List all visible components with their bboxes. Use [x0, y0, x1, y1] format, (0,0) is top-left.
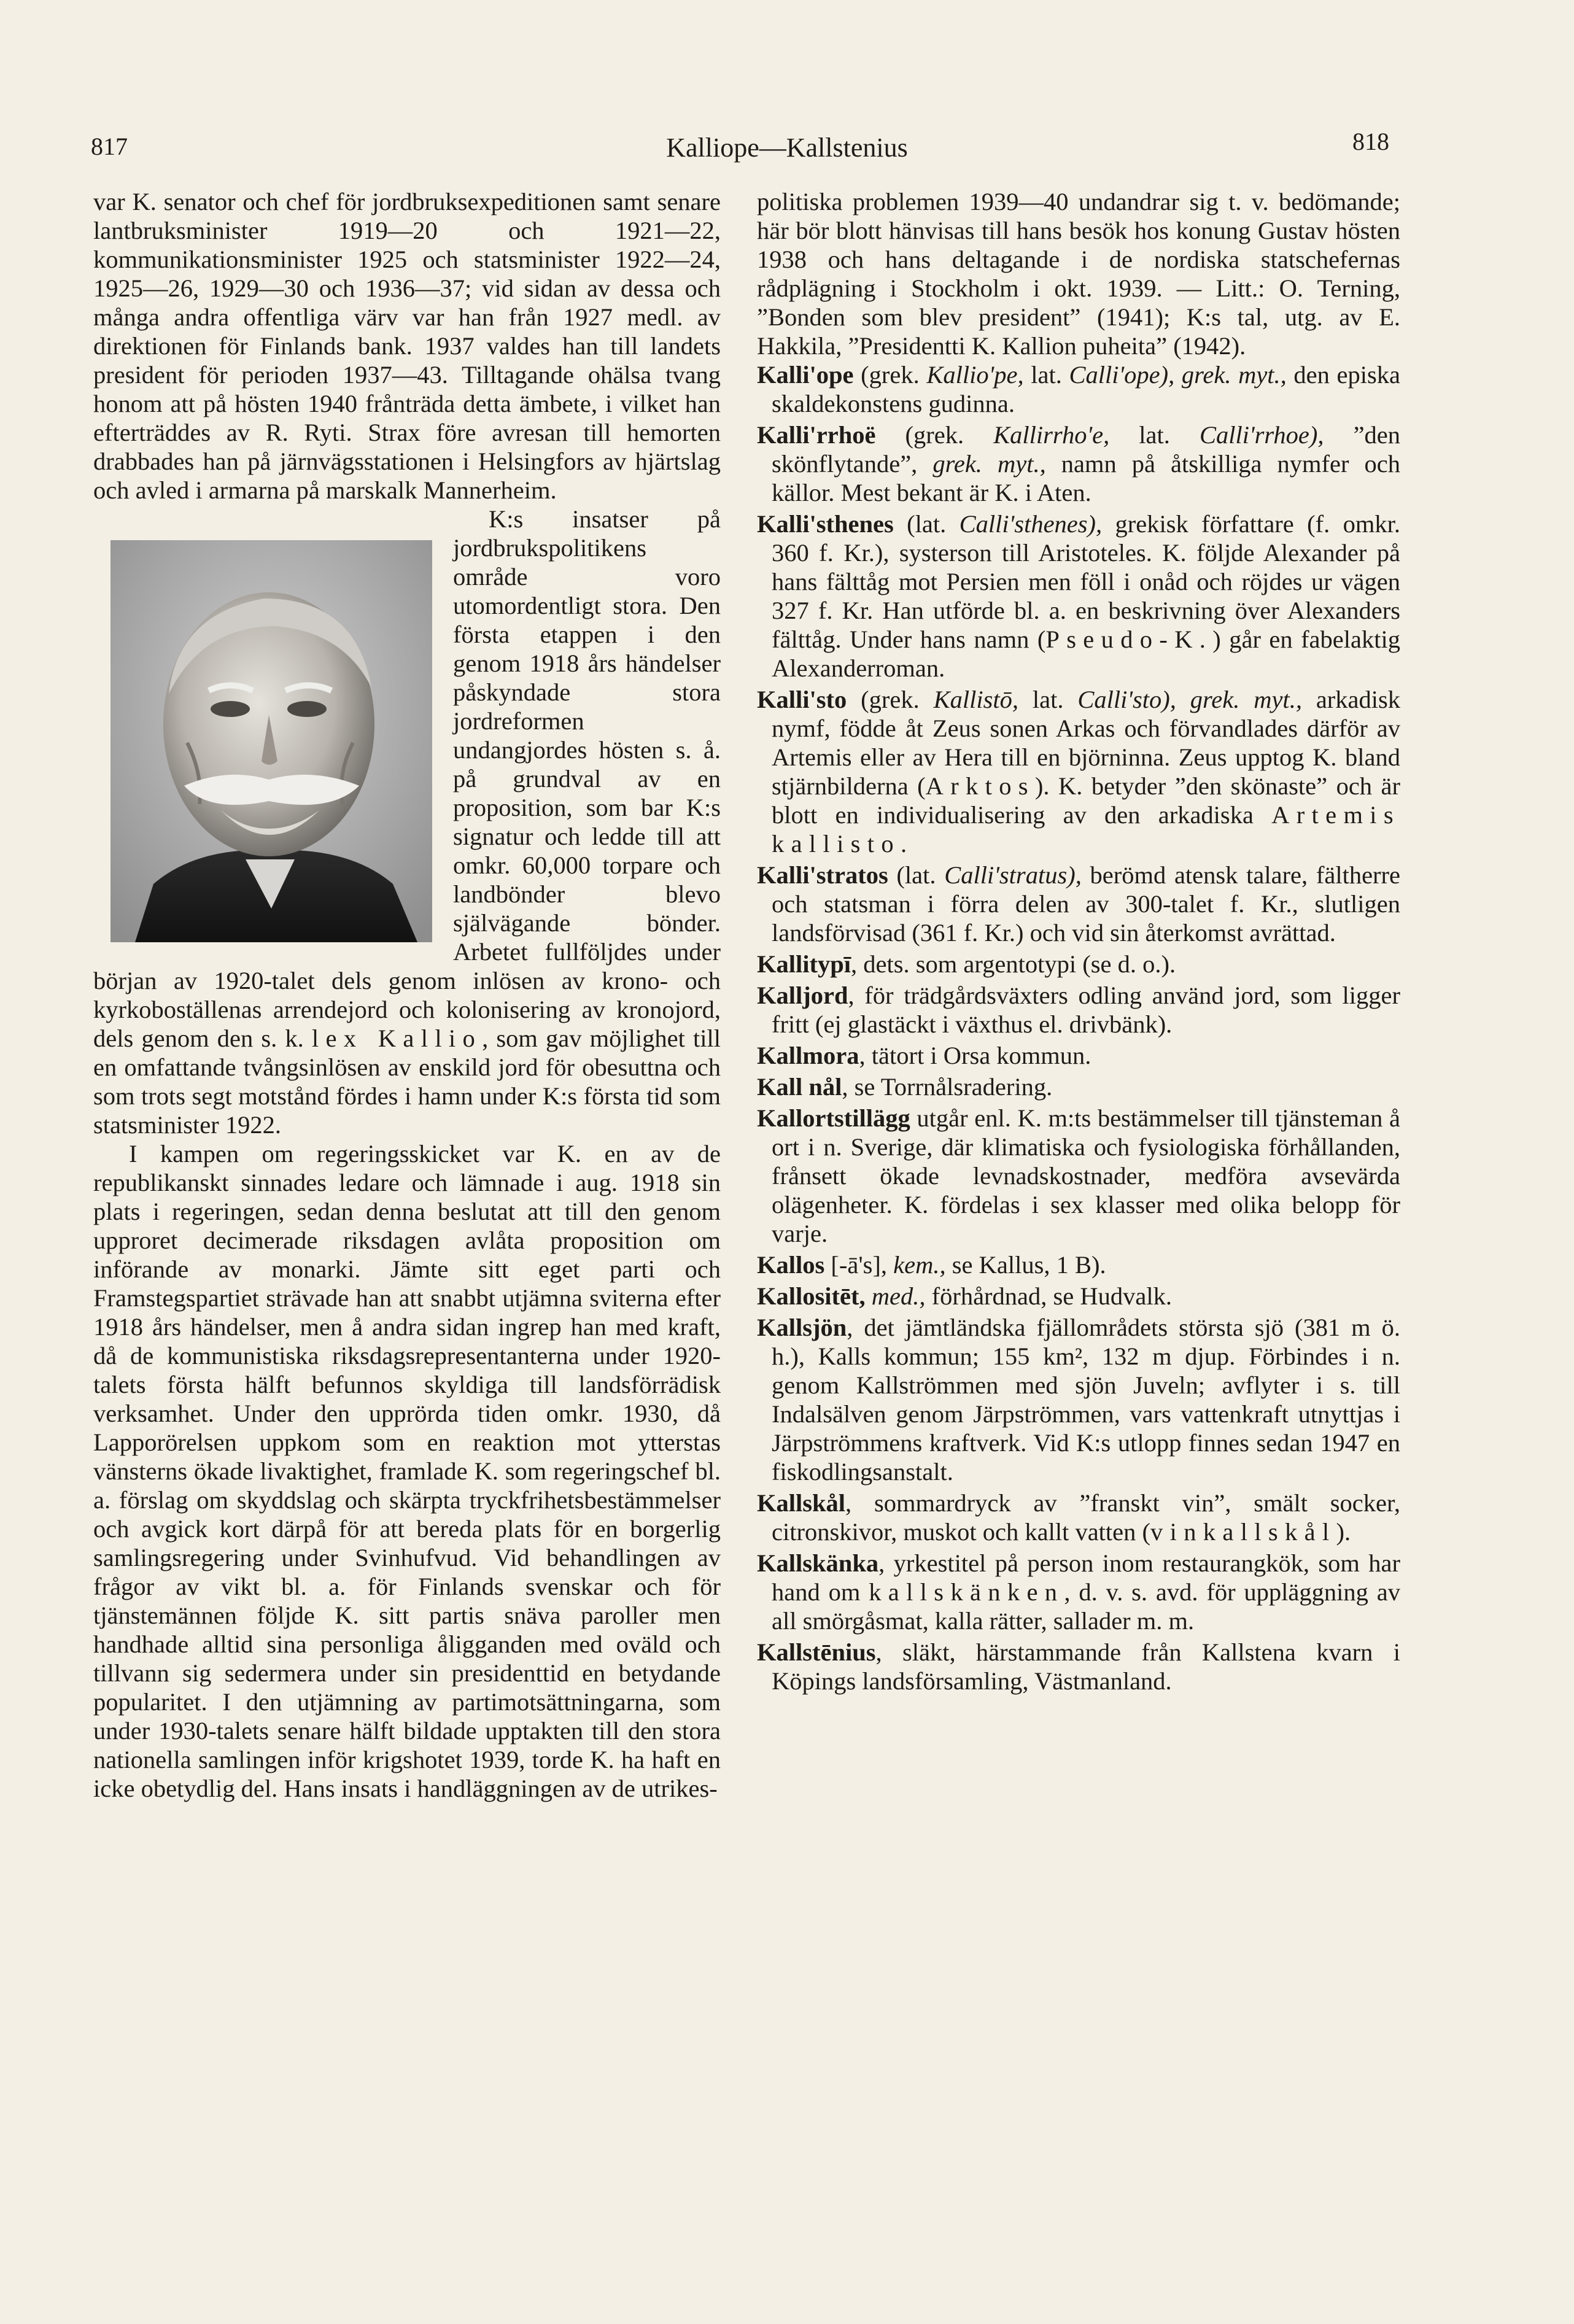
- entry-text: , se Torrnålsradering.: [842, 1073, 1053, 1101]
- entry-text: , d. v. s. avd. för uppläggning av all smörgåsmat, kalla rätter, sallader m. m.: [772, 1578, 1400, 1635]
- entry-headword: Kallositēt,: [757, 1282, 866, 1310]
- entry-headword: Kalli'stratos: [757, 861, 888, 889]
- dictionary-entry: [757, 1313, 1400, 1486]
- entry-headword: Kalljord: [757, 982, 848, 1009]
- entry-italic-text: med.,: [871, 1282, 926, 1310]
- entry-headword: Kallstēnius: [757, 1638, 876, 1666]
- entry-text: , släkt, härstammande från Kallstena kvarn i Köpings landsförsamling, Västmanland.: [772, 1638, 1400, 1695]
- dictionary-entry: [757, 1250, 1400, 1279]
- entry-text: , dets. som argentotypi (se d. o.).: [851, 950, 1176, 978]
- entry-text: berömd atensk talare, fältherre och statsman i förra delen av 300-talet f. Kr., slutligen landsförvisad (361 f. Kr.) och vid sin återkomst avrättad.: [772, 861, 1400, 947]
- page-number-right: 818: [1352, 128, 1389, 155]
- entry-text: lat.: [1023, 361, 1069, 389]
- entry-italic-text: Kallio'pe,: [926, 361, 1024, 389]
- page-running-title: Kalliope—Kallstenius: [666, 133, 908, 163]
- entry-text: , det jämtländska fjällområdets största sjö (381 m ö. h.), Kalls kommun; 155 km², 132 m djup. Förbindes i n. genom Kallströmmen med sjön Juveln; avflyter i s. till Indalsälven genom Järpströmmen, vars vattenkraft utnyttjas i Järpströmmens kraftverk. Vid K:s utlopp finnes sedan 1947 en fiskodlingsanstalt.: [772, 1314, 1400, 1485]
- entry-text: (lat.: [888, 861, 945, 889]
- dictionary-entry: [757, 509, 1400, 683]
- entry-text: namn på åtskilliga nymfer och källor. Mest bekant är K. i Aten.: [772, 450, 1400, 506]
- lex-kallio-term: lex Kallio: [311, 1024, 483, 1052]
- entry-spaced-term: Artemis kallisto: [772, 801, 1400, 858]
- entry-text: arkadisk nymf, födde åt Zeus sonen Arkas och förvandlades därför av Artemis eller av Hera till en björninna. Zeus upptog K. bland stjärnbilderna (: [772, 686, 1400, 800]
- dictionary-entry: [757, 1282, 1400, 1311]
- entry-text: förhårdnad, se Hudvalk.: [925, 1282, 1172, 1310]
- dictionary-entry: [757, 1638, 1400, 1695]
- entry-italic-text: Kallirrho'e,: [993, 421, 1110, 449]
- entry-italic-text: Calli'stratus),: [944, 861, 1082, 889]
- entry-headword: Kalli'sto: [757, 686, 847, 713]
- entry-italic-text: grek. myt.,: [932, 450, 1046, 478]
- entry-text: ).: [1336, 1518, 1351, 1546]
- entry-text: (grek.: [875, 421, 994, 449]
- right-column: [757, 187, 1400, 2152]
- entry-text: , för trädgårdsväxters odling använd jord, som ligger fritt (ej glastäckt i växthus el. drivbänk).: [772, 982, 1400, 1038]
- kallio-paragraph-politics: I kampen om regeringsskicket var K. en av de republikanskt sinnades ledare och lämnade i aug. 1918 sin plats i regeringen, sedan denna beslutat att till den genom upproret decimerade riksdagen avlåta proposition om införande av monarki. Jämte sitt eget parti och Framstegspartiet strävade han att snabbt utjämna sviterna efter 1918 års händelser, men å andra sidan ingrep han med kraft, då de kommunistiska riksdagsrepresentanterna under 1920-talets första hälft befunnos skyldiga till landsförrädisk verksamhet. Under den upprörda tiden omkr. 1930, då Lapporörelsen uppkom som en reaktion mot ytterstas vänsterns ökade livaktighet, framlade K. som regeringschef bl. a. förslag om skyddslag och skärpta tryckfrihetsbestämmelser och avgick kort därpå för att bereda plats för en borgerlig samlingsregering under Svinhufvud. Vid behandlingen av frågor av vikt bl. a. för Finlands svenskar och för tjänstemännen följde K. sitt partis snäva paroller men handhade alltid sina personliga åligganden med oväld och tillvann sig sedermera under sin presidenttid en betydande popularitet. I den utjämning av partimotsättningarna, som under 1930-talets senare hälft bildade upptakten till den stora nationella samlingen inför krigshotet 1939, torde K. ha haft en icke obetydlig del. Hans insats i handläggningen av de utrikes-: [93, 1140, 721, 1802]
- dictionary-entry: [757, 1549, 1400, 1635]
- dictionary-entry: [757, 950, 1400, 978]
- entry-text: lat.: [1018, 686, 1078, 713]
- entry-text: ”den skönflytande”,: [772, 421, 1400, 478]
- land-reform-text-end: , som gav möjlighet till en omfattande tvångsinlösen av enskild jord för obesuttna och som trots segt motstånd fördes i hamn under K:s första tid som statsminister 1922.: [93, 1024, 721, 1139]
- entry-text: , sommardryck av ”franskt vin”, smält socker, citronskivor, muskot och kallt vatten (: [772, 1489, 1400, 1546]
- dictionary-entry: [757, 981, 1400, 1039]
- entry-italic-text: Kallistō,: [933, 686, 1018, 713]
- entry-spaced-term: vinkallskål: [1150, 1518, 1336, 1546]
- entry-headword: Kallitypī: [757, 950, 851, 978]
- entry-text: den episka skaldekonstens gudinna.: [772, 361, 1400, 417]
- entry-headword: Kallskål: [757, 1489, 846, 1517]
- entry-text: lat.: [1109, 421, 1200, 449]
- entry-headword: Kallskänka: [757, 1549, 879, 1577]
- entry-text: (lat.: [893, 510, 960, 538]
- dictionary-entry: [757, 1489, 1400, 1546]
- dictionary-entry: [757, 861, 1400, 947]
- entry-text: .: [900, 830, 907, 858]
- entry-text: , tätort i Orsa kommun.: [859, 1042, 1091, 1069]
- portrait-photo-kallio: [110, 540, 432, 942]
- entry-text: (grek.: [847, 686, 934, 713]
- entry-headword: Kallmora: [757, 1042, 859, 1069]
- entry-headword: Kallos: [757, 1251, 825, 1279]
- dictionary-entry: [757, 1072, 1400, 1101]
- dictionary-entry: [757, 1104, 1400, 1248]
- land-reform-text: K:s insatser på jordbrukspolitikens område voro utomordentligt stora. Den första etappen i den genom 1918 års händelser påskyndade stora jordreformen undangjordes hösten s. å. på grundval av en proposition, som bar K:s signatur och ledde till att omkr. 60,000 torpare och landbönder blevo självägande bönder. Arbetet fullföljdes under början av 1920-talet dels genom inlösen av krono- och kyrkoboställenas arrendejord och kolonisering av kronojord, dels genom den s. k.: [93, 505, 721, 1052]
- entry-text: ). K. betyder ”den skönaste” och är blott en individualisering av den arkadiska: [772, 772, 1400, 829]
- kallio-paragraph-career: var K. senator och chef för jordbruksexpeditionen samt senare lantbruksminister 1919—20 och 1921—22, kommunikationsminister 1925 och statsminister 1922—24, 1925—26, 1929—30 och 1936—37; vid sidan av dessa och många andra offentliga värv var han från 1927 medl. av direktionen för Finlands bank. 1937 valdes han till landets president för perioden 1937—43. Tilltagande ohälsa tvang honom att på hösten 1940 frånträda detta ämbete, i vilket han efterträddes av R. Ryti. Strax före avresan till hemorten drabbades han på järnvägsstationen i Helsingfors av hjärtslag och avled i armarna på marskalk Mannerheim.: [93, 188, 721, 504]
- entry-headword: Kalli'rrhoë: [757, 421, 876, 449]
- dictionary-entry: [757, 360, 1400, 418]
- entry-italic-text: kem.,: [893, 1251, 946, 1279]
- entry-text: , yrkestitel på person inom restaurangkök, som har hand om: [772, 1549, 1400, 1606]
- entry-italic-text: Calli'rrhoe),: [1199, 421, 1324, 449]
- entry-italic-text: Calli'ope), grek. myt.,: [1069, 361, 1287, 389]
- entry-text: (grek.: [853, 361, 927, 389]
- entry-headword: Kallsjön: [757, 1314, 847, 1341]
- entry-spaced-term: Arktos: [925, 772, 1035, 800]
- entry-text: [866, 1282, 872, 1310]
- entry-italic-text: Calli'sthenes),: [959, 510, 1103, 538]
- dictionary-entry: [757, 685, 1400, 858]
- entry-headword: Kalli'sthenes: [757, 510, 894, 538]
- entry-italic-text: Calli'sto), grek. myt.,: [1077, 686, 1302, 713]
- kallio-paragraph-continued: politiska problemen 1939—40 undandrar sig t. v. bedömande; här bör blott hänvisas till hans besök hos konung Gustav hösten 1938 och hans deltagande i de nordiska statschefernas rådplägning i Stockholm i okt. 1939. — Litt.: O. Terning, ”Bonden som blev president” (1941); K:s tal, utg. av E. Hakkila, ”Presidentti K. Kallion puheita” (1942).: [757, 188, 1400, 360]
- entry-text: [-ā's],: [824, 1251, 894, 1279]
- left-column: [93, 187, 721, 2152]
- entry-headword: Kalli'ope: [757, 361, 854, 389]
- entry-spaced-term: Pseudo-K.: [1045, 626, 1213, 653]
- entry-headword: Kallortstillägg: [757, 1104, 910, 1132]
- dictionary-entry: [757, 420, 1400, 507]
- entry-text: utgår enl. K. m:ts bestämmelser till tjänsteman å ort i n. Sverige, där klimatiska och fysiologiska förhållanden, frånsett ökade levnadskostnader, medföra avsevärda olägenheter. K. fördelas i sex klasser med olika belopp för varje.: [772, 1104, 1400, 1247]
- entry-text: se Kallus, 1 B).: [945, 1251, 1106, 1279]
- entry-headword: Kall nål: [757, 1073, 842, 1101]
- dictionary-entry: [757, 1041, 1400, 1070]
- entry-spaced-term: kallskänken: [869, 1578, 1064, 1606]
- entry-text: ) går en fabelaktig Alexanderroman.: [772, 626, 1400, 682]
- page-number-left: 817: [91, 133, 128, 160]
- entry-text: grekisk författare (f. omkr. 360 f. Kr.), systerson till Aristoteles. K. följde Alexander på hans fälttåg mot Persien men föll i onåd och röjdes ur vägen 327 f. Kr. Han utförde bl. a. en beskrivning över Alexanders fälttåg. Under hans namn (: [772, 510, 1400, 653]
- portrait-image: [110, 540, 432, 942]
